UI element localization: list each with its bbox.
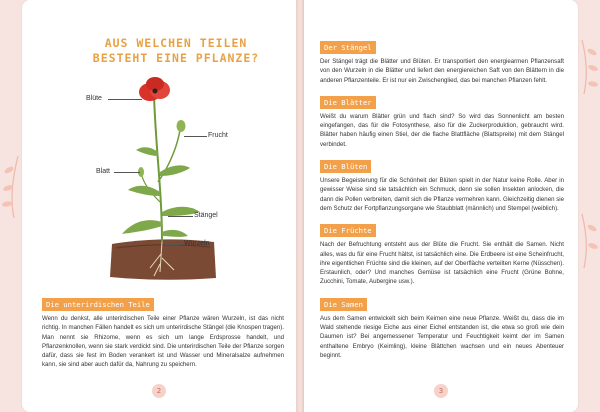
title-line-2: BESTEHT EINE PFLANZE? xyxy=(92,51,260,65)
section-flowers xyxy=(320,154,564,213)
stem xyxy=(154,96,162,242)
book-gutter xyxy=(296,0,304,412)
poppy-plant-illustration xyxy=(92,72,232,282)
section-fruits xyxy=(320,218,564,286)
label-line-wurzeln xyxy=(164,244,183,245)
label-frucht: Frucht xyxy=(208,132,228,139)
page-number: 2 xyxy=(152,384,166,398)
section-text: Nach der Befruchtung entsteht aus der Blüte die Frucht. Sie enthält die Samen. Nicht alles, was du für eine Frucht hältst, ist tatsächlich eine. Die Erdbeere ist eine Scheinfrucht, ihre eigentlichen Früchte sind die kleinen, auf der Oberfläche verteilten Kerne (Nüsschen). Erstaunlich, oder? Und manches Gemüse ist tatsächlich eine Frucht (Grüne Bohne, Zucchini, Tomate, Aubergine usw.). xyxy=(320,241,564,286)
poppy-flower xyxy=(139,77,170,101)
label-wurzeln: Wurzeln xyxy=(184,240,210,247)
underground-parts-section xyxy=(42,292,284,370)
right-page-sections xyxy=(320,35,564,365)
section-leaves xyxy=(320,90,564,149)
section-heading: Die Blätter xyxy=(320,96,376,109)
page-number: 3 xyxy=(434,384,448,398)
label-staengel: Stängel xyxy=(194,212,218,219)
left-page xyxy=(22,0,296,412)
label-bluete: Blüte xyxy=(86,95,102,102)
section-stem xyxy=(320,35,564,85)
section-text: Weißt du warum Blätter grün und flach sind? So wird das Sonnenlicht am besten eingefangen, das für die Fotosynthese, also für die Zuckerproduktion, gebraucht wird. Blätter haben häufig einen Stiel, der die flache Blattfläche (Blattspreite) mit dem Stängel verbindet. xyxy=(320,112,564,148)
decorative-sprig-left xyxy=(0,150,22,220)
title-line-1: AUS WELCHEN TEILEN xyxy=(104,36,248,50)
label-line-frucht xyxy=(184,136,207,137)
section-heading: Die Blüten xyxy=(320,160,371,173)
section-seeds xyxy=(320,292,564,360)
right-page xyxy=(304,0,578,412)
label-line-blatt xyxy=(114,172,140,173)
label-line-bluete xyxy=(108,99,142,100)
decorative-sprig-right-lower xyxy=(578,210,600,270)
decorative-sprig-right xyxy=(578,36,600,96)
section-heading: Die unterirdischen Teile xyxy=(42,298,154,311)
label-line-staengel xyxy=(168,216,193,217)
page-title xyxy=(66,36,286,66)
section-text: Aus dem Samen entwickelt sich beim Keimen eine neue Pflanze. Weißt du, dass die im Wald stehende riesige Eiche aus einer Eichel entstanden ist, die etwa so groß wie dein Daumen ist? Bei angemessener Temperatur und Feuchtigkeit keimt der im Samen enthaltene Embryo (Keimling), kleine Blättchen wachsen und ein neues Abenteuer beginnt. xyxy=(320,314,564,359)
section-heading: Die Früchte xyxy=(320,224,376,237)
section-text: Unsere Begeisterung für die Schönheit der Blüten spielt in der Natur keine Rolle. Aber in gewisser Weise sind sie tatsächlich ein Schmuck, denn sie sollen Insekten anlocken, die dann die Pollen verbreiten, damit sich die Pflanze vermehren kann. Gleichzeitig dienen sie dem Schutz der Fortpflanzungsorgane wie Staubblatt (männlich) und Stempel (weiblich). xyxy=(320,177,564,212)
section-heading: Die Samen xyxy=(320,298,367,311)
fruit-capsule xyxy=(177,120,186,132)
section-heading: Der Stängel xyxy=(320,41,376,54)
section-text: Der Stängel trägt die Blätter und Blüten. Er transportiert den energiearmen Pflanzensaft von den Wurzeln in die Blätter und liefert den energiereichen Saft von den Blättern in die anderen Pflanzenteile. Er ist nur ein Zwischenglied, das bei manchen Pflanzen fehlt. xyxy=(320,58,564,84)
section-text: Wenn du denkst, alle unterirdischen Teile einer Pflanze wären Wurzeln, ist das nicht richtig. In manchen Fällen handelt es sich um unterirdische Stängel (die Knospen tragen). Man nennt sie Rhizome, wenn es sich um lange Erdsprosse handelt, und Pflanzenknollen, wenn sie stark verdickt sind. Die unterirdischen Teile der Pflanze sorgen dafür, dass sie fest im Boden verankert ist und Wasser und Mineralsalze aufnehmen kann, sie sind aber auch dafür da, Nahrung zu speichern. xyxy=(42,315,284,369)
label-blatt: Blatt xyxy=(96,168,111,175)
